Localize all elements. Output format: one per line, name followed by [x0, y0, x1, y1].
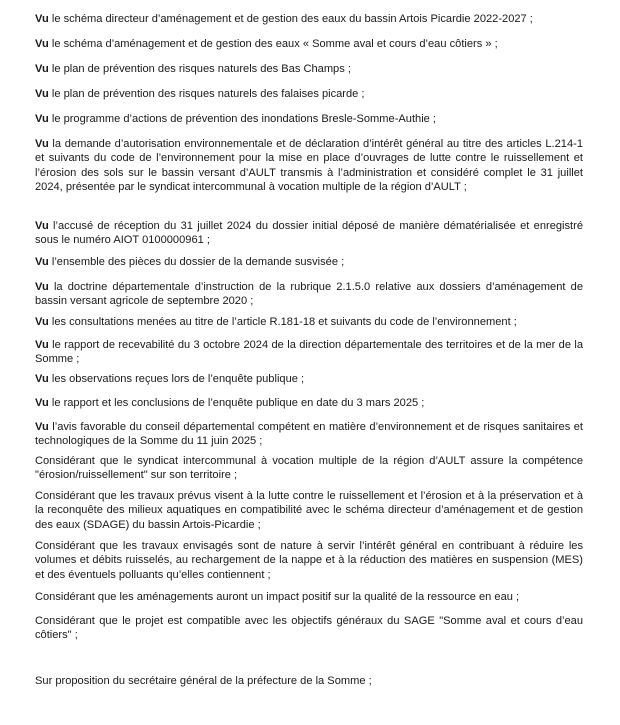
vu-avis-conseil: Vu l’avis favorable du conseil départemental compétent en matière d’environnement et de risques sanitaires et technologiques de la Somme du 11 juin 2025 ;: [35, 421, 583, 448]
vu-rapport-enquete: Vu le rapport et les conclusions de l’enquête publique en date du 3 mars 2025 ;: [35, 397, 425, 409]
vu-doctrine: Vu la doctrine départementale d’instruction de la rubrique 2.1.5.0 relative aux dossiers d’aménagement de bassin versant agricole de septembre 2020 ;: [35, 281, 583, 308]
vu-rapport-recevabilite: Vu le rapport de recevabilité du 3 octobre 2024 de la direction départementale des territoires et de la mer de la Somme ;: [35, 339, 583, 366]
vu-accuse-reception: Vu l’accusé de réception du 31 juillet 2024 du dossier initial déposé de manière dématérialisée et enregistré sous le numéro AIOT 0100000961 ;: [35, 220, 583, 247]
vu-pieces-dossier: Vu l’ensemble des pièces du dossier de la demande susvisée ;: [35, 256, 345, 268]
vu-papi: Vu le programme d’actions de prévention des inondations Bresle-Somme-Authie ;: [35, 113, 437, 125]
vu-consultations: Vu les consultations menées au titre de l’article R.181-18 et suivants du code de l’environnement ;: [35, 316, 517, 328]
vu-demande-autorisation: Vu la demande d’autorisation environnementale et de déclaration d’intérêt général au titre des articles L.214-1 et suivants du code de l’environnement pour la mise en place d’ouvrages de lutte contre le ruissellement et l’érosion des sols sur le bassin versant d’AULT transmis à l’administration et considéré complet le 31 juillet 2024, présentée par le syndicat intercommunal à vocation multiple de la région d’AULT ;: [35, 138, 583, 193]
vu-observations: Vu les observations reçues lors de l’enquête publique ;: [35, 373, 305, 385]
vu-pprn-falaises: Vu le plan de prévention des risques naturels des falaises picarde ;: [35, 88, 365, 100]
vu-sdage: Vu le schéma directeur d’aménagement et de gestion des eaux du bassin Artois Picardie 2022-2027 ;: [35, 13, 533, 25]
considerant-competence: Considérant que le syndicat intercommunal à vocation multiple de la région d’AULT assure la compétence "érosion/ruissellement" sur son territoire ;: [35, 455, 583, 482]
considerant-qualite-eau: Considérant que les aménagements auront un impact positif sur la qualité de la ressource en eau ;: [35, 591, 520, 603]
considerant-sage: Considérant que le projet est compatible avec les objectifs généraux du SAGE "Somme aval et cours d’eau côtiers" ;: [35, 615, 583, 642]
vu-sage: Vu le schéma d’aménagement et de gestion des eaux « Somme aval et cours d’eau côtiers » ;: [35, 38, 498, 50]
sur-proposition: Sur proposition du secrétaire général de la préfecture de la Somme ;: [35, 675, 372, 687]
considerant-interet-general: Considérant que les travaux envisagés sont de nature à servir l’intérêt général en contribuant à réduire les volumes et débits ruisselés, au rechargement de la nappe et à la réduction des matières en suspension (MES) et des éventuels polluants qu’elles contiennent ;: [35, 540, 583, 581]
vu-pprn-bas-champs: Vu le plan de prévention des risques naturels des Bas Champs ;: [35, 63, 351, 75]
considerant-travaux-prevus: Considérant que les travaux prévus visent à la lutte contre le ruissellement et l’érosion et à la préservation et à la reconquête des milieux aquatiques en compatibilité avec le schéma directeur d’aménagement et de gestion des eaux (SDAGE) du bassin Artois-Picardie ;: [35, 490, 583, 531]
